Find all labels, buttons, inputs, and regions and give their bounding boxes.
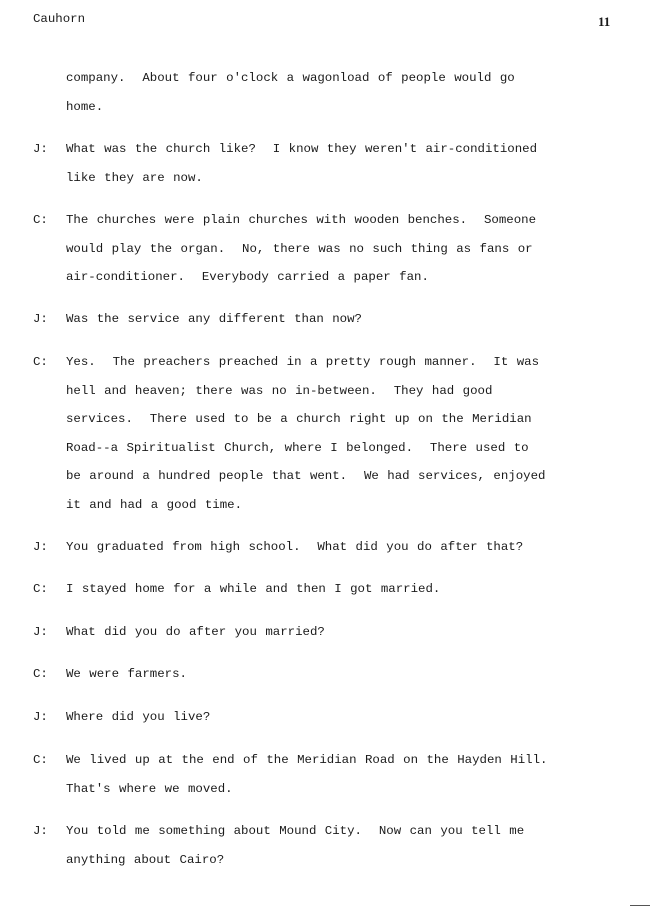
scan-edge-mark <box>630 905 650 906</box>
speaker-label: J: <box>33 540 48 554</box>
page-number: 11 <box>598 14 611 29</box>
entry-text: You graduated from high school. What did you do after that? <box>66 540 524 554</box>
speaker-label: C: <box>33 582 48 596</box>
entry-text: What did you do after you married? <box>66 625 325 639</box>
speaker-label: J: <box>33 312 48 326</box>
entry-text: company. About four o'clock a wagonload of people would go home. <box>66 71 515 114</box>
entry-text: Where did you live? <box>66 710 211 724</box>
page-header-name: Cauhorn <box>33 12 86 26</box>
entry-text: What was the church like? I know they weren't air-conditioned like they are now. <box>66 142 538 185</box>
entry-text: We were farmers. <box>66 667 187 681</box>
entry-text: You told me something about Mound City. Now can you tell me anything about Cairo? <box>66 824 525 867</box>
speaker-label: C: <box>33 213 48 227</box>
speaker-label: J: <box>33 142 48 156</box>
speaker-label: J: <box>33 710 48 724</box>
entry-text: I stayed home for a while and then I got married. <box>66 582 441 596</box>
speaker-label: C: <box>33 667 48 681</box>
speaker-label: C: <box>33 355 48 369</box>
speaker-label: C: <box>33 753 48 767</box>
entry-text: Yes. The preachers preached in a pretty rough manner. It was hell and heaven; there was no in-between. They had good services. There used to be a church right up on the Meridian Road--a Spiritualist Church, where I belonged. There used to be around a hundred people that went. We had services, enjoyed it and had a good time. <box>66 355 546 512</box>
speaker-label: J: <box>33 824 48 838</box>
entry-text: Was the service any different than now? <box>66 312 362 326</box>
speaker-label: J: <box>33 625 48 639</box>
entry-text: We lived up at the end of the Meridian Road on the Hayden Hill. That's where we moved. <box>66 753 548 796</box>
entry-text: The churches were plain churches with wooden benches. Someone would play the organ. No, there was no such thing as fans or air-conditioner. Everybody carried a paper fan. <box>66 213 537 284</box>
